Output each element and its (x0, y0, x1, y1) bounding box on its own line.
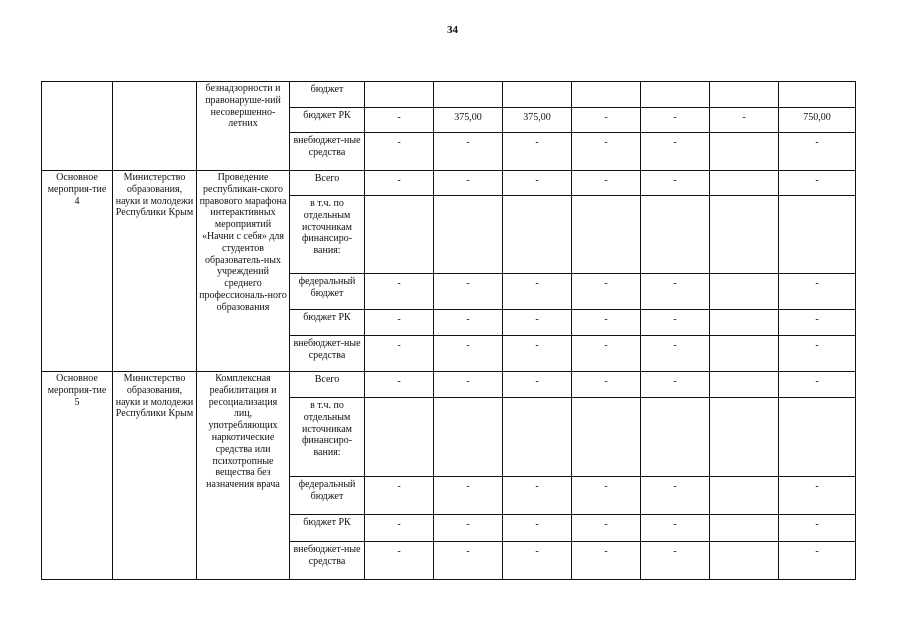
value-cell (641, 398, 710, 477)
value-cell: - (641, 171, 710, 196)
measure-name-cell (42, 82, 113, 171)
value-cell: - (641, 274, 710, 310)
value-cell (503, 196, 572, 274)
value-cell (710, 196, 779, 274)
measure-name-cell: Основное мероприя-тие 5 (42, 372, 113, 580)
value-cell: - (779, 171, 856, 196)
value-cell: - (365, 336, 434, 372)
value-cell: - (710, 108, 779, 133)
value-cell (434, 398, 503, 477)
executor-cell: Министерство образования, науки и молодежи Республики Крым (113, 171, 197, 372)
value-cell: - (503, 372, 572, 398)
value-cell: - (434, 274, 503, 310)
source-cell: внебюджет-ные средства (290, 133, 365, 171)
value-cell (710, 372, 779, 398)
value-cell: - (641, 310, 710, 336)
value-cell (779, 196, 856, 274)
value-cell: - (779, 310, 856, 336)
value-cell (710, 310, 779, 336)
value-cell: - (779, 542, 856, 580)
source-cell: Всего (290, 171, 365, 196)
value-cell (710, 515, 779, 542)
value-cell (503, 82, 572, 108)
value-cell (365, 82, 434, 108)
value-cell: - (365, 372, 434, 398)
executor-cell (113, 82, 197, 171)
table-row (42, 171, 856, 196)
description-cell: Проведение республикан-ского правового марафона интерактивных мероприятий «Начни с себя» для студентов образователь-ных учреждений среднего профессиональ-ного образования (197, 171, 290, 372)
value-cell: 750,00 (779, 108, 856, 133)
value-cell: - (641, 133, 710, 171)
value-cell: - (779, 274, 856, 310)
value-cell (434, 82, 503, 108)
value-cell (641, 196, 710, 274)
value-cell: - (779, 133, 856, 171)
value-cell: - (434, 515, 503, 542)
value-cell (710, 336, 779, 372)
value-cell: - (572, 336, 641, 372)
value-cell: - (641, 108, 710, 133)
value-cell: - (641, 542, 710, 580)
value-cell: - (503, 336, 572, 372)
value-cell: - (365, 542, 434, 580)
value-cell: 375,00 (503, 108, 572, 133)
value-cell (503, 398, 572, 477)
value-cell (710, 82, 779, 108)
value-cell: - (365, 133, 434, 171)
value-cell: - (503, 515, 572, 542)
value-cell (710, 477, 779, 515)
value-cell (641, 82, 710, 108)
value-cell: - (434, 372, 503, 398)
source-cell: в т.ч. по отдельным источникам финансиро-вания: (290, 196, 365, 274)
value-cell: - (434, 542, 503, 580)
value-cell (779, 398, 856, 477)
budget-table (41, 81, 856, 580)
source-cell: внебюджет-ные средства (290, 542, 365, 580)
value-cell: - (503, 310, 572, 336)
value-cell: - (641, 477, 710, 515)
value-cell: - (365, 171, 434, 196)
value-cell: 375,00 (434, 108, 503, 133)
value-cell: - (641, 336, 710, 372)
value-cell: - (365, 108, 434, 133)
value-cell (710, 398, 779, 477)
value-cell: - (779, 336, 856, 372)
value-cell: - (365, 477, 434, 515)
value-cell: - (365, 310, 434, 336)
value-cell: - (572, 515, 641, 542)
value-cell: - (779, 515, 856, 542)
value-cell (365, 196, 434, 274)
value-cell: - (572, 310, 641, 336)
source-cell: в т.ч. по отдельным источникам финансиро-вания: (290, 398, 365, 477)
value-cell: - (572, 108, 641, 133)
value-cell: - (434, 477, 503, 515)
value-cell: - (503, 477, 572, 515)
value-cell: - (572, 372, 641, 398)
value-cell (710, 171, 779, 196)
value-cell: - (503, 274, 572, 310)
value-cell: - (503, 171, 572, 196)
source-cell: Всего (290, 372, 365, 398)
value-cell: - (434, 133, 503, 171)
value-cell: - (641, 515, 710, 542)
source-cell: федеральный бюджет (290, 274, 365, 310)
value-cell (710, 274, 779, 310)
table-row (42, 82, 856, 108)
value-cell: - (434, 310, 503, 336)
value-cell (434, 196, 503, 274)
value-cell: - (434, 336, 503, 372)
source-cell: бюджет РК (290, 515, 365, 542)
value-cell (365, 398, 434, 477)
value-cell: - (641, 372, 710, 398)
value-cell (710, 133, 779, 171)
value-cell (710, 542, 779, 580)
page-number: 34 (447, 24, 458, 36)
measure-name-cell: Основное мероприя-тие 4 (42, 171, 113, 372)
source-cell: внебюджет-ные средства (290, 336, 365, 372)
value-cell: - (365, 274, 434, 310)
value-cell: - (365, 515, 434, 542)
value-cell (572, 82, 641, 108)
value-cell: - (572, 542, 641, 580)
source-cell: бюджет (290, 82, 365, 108)
value-cell: - (779, 372, 856, 398)
description-cell: Комплексная реабилитация и ресоциализация лиц, употребляющих наркотические средства или психотропные вещества без назначения врача (197, 372, 290, 580)
value-cell: - (503, 133, 572, 171)
value-cell: - (503, 542, 572, 580)
value-cell (572, 398, 641, 477)
value-cell: - (572, 274, 641, 310)
source-cell: бюджет РК (290, 108, 365, 133)
source-cell: федеральный бюджет (290, 477, 365, 515)
value-cell: - (572, 477, 641, 515)
value-cell (779, 82, 856, 108)
executor-cell: Министерство образования, науки и молодежи Республики Крым (113, 372, 197, 580)
value-cell: - (779, 477, 856, 515)
table-row (42, 372, 856, 398)
value-cell: - (572, 133, 641, 171)
value-cell (572, 196, 641, 274)
value-cell: - (572, 171, 641, 196)
source-cell: бюджет РК (290, 310, 365, 336)
description-cell: безнадзорности и правонаруше-ний несовершенно-летних (197, 82, 290, 171)
value-cell: - (434, 171, 503, 196)
